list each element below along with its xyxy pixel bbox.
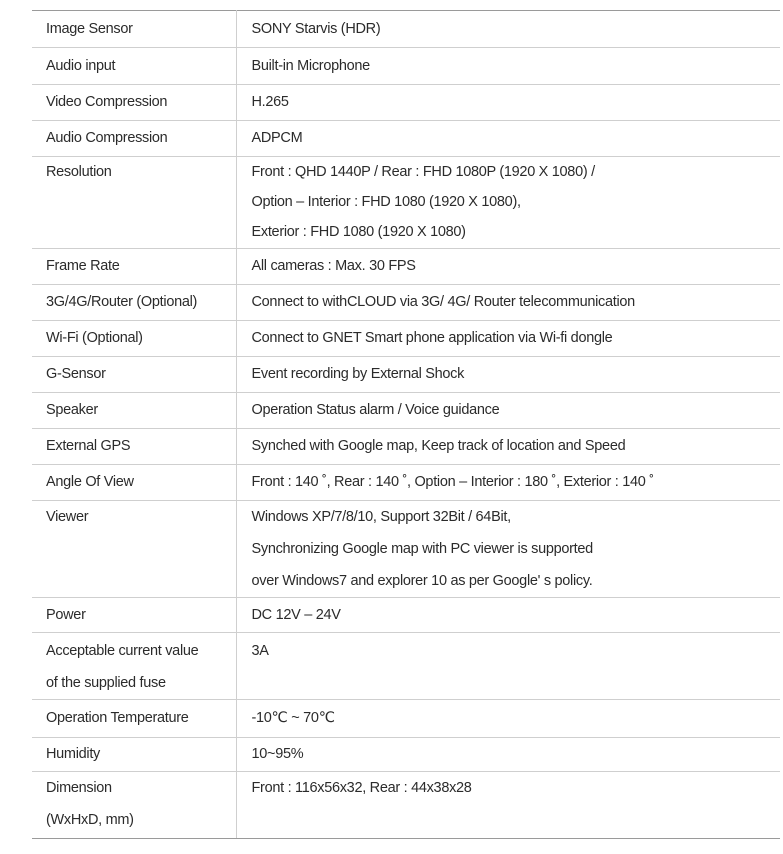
spec-label [32,501,236,598]
spec-row [32,429,780,465]
spec-label [32,429,236,465]
spec-value [236,598,780,633]
spec-label [32,249,236,285]
spec-value-line: DC 12V – 24V [251,607,341,623]
spec-label [32,772,236,839]
spec-value-line: Front : QHD 1440P / Rear : FHD 1080P (1920 X 1080) / [251,164,595,180]
spec-label [32,11,236,48]
spec-label-line: Frame Rate [46,258,120,274]
spec-value-line: 10~95% [251,746,304,762]
spec-label-line: Operation Temperature [46,710,189,726]
spec-label [32,700,236,738]
spec-value-line: SONY Starvis (HDR) [251,21,381,37]
spec-row [32,321,780,357]
spec-label-line: Acceptable current value [46,643,199,659]
spec-value-line: over Windows7 and explorer 10 as per Google' s policy. [251,573,593,589]
spec-value-line: H.265 [251,94,289,110]
spec-row [32,11,780,48]
spec-value-line: Windows XP/7/8/10, Support 32Bit / 64Bit, [251,509,511,525]
spec-label-line: G-Sensor [46,366,106,382]
spec-row [32,633,780,700]
spec-table-body [32,11,780,839]
spec-label-line: Wi-Fi (Optional) [46,330,143,346]
spec-value [236,11,780,48]
spec-label-line: Power [46,607,86,623]
spec-label-line: Dimension [46,780,112,796]
spec-label-line: (WxHxD, mm) [46,812,134,828]
spec-value-line: Front : 140 ˚, Rear : 140 ˚, Option – Interior : 180 ˚, Exterior : 140 ˚ [251,474,654,490]
spec-row [32,465,780,501]
spec-value-line: ADPCM [251,130,303,146]
spec-value [236,738,780,772]
spec-row [32,48,780,85]
spec-value [236,772,780,839]
spec-label-line: of the supplied fuse [46,675,166,691]
spec-row [32,501,780,598]
spec-value [236,321,780,357]
spec-value [236,249,780,285]
spec-row [32,121,780,157]
spec-label-line: Resolution [46,164,112,180]
spec-value-line: Event recording by External Shock [251,366,465,382]
spec-label [32,393,236,429]
spec-label [32,157,236,249]
spec-label [32,598,236,633]
spec-label-line: Audio input [46,58,116,74]
spec-value [236,357,780,393]
spec-value [236,700,780,738]
spec-value [236,157,780,249]
spec-value [236,393,780,429]
spec-label [32,121,236,157]
spec-row [32,285,780,321]
spec-label [32,48,236,85]
spec-value [236,48,780,85]
spec-value [236,121,780,157]
spec-label-line: Speaker [46,402,98,418]
spec-value-line: Synchronizing Google map with PC viewer is supported [251,541,593,557]
spec-label [32,633,236,700]
spec-value [236,85,780,121]
spec-value-line: Connect to GNET Smart phone application via Wi-fi dongle [251,330,613,346]
spec-table [32,10,780,839]
spec-value [236,285,780,321]
spec-label-line: Image Sensor [46,21,133,37]
spec-row [32,598,780,633]
spec-label-line: Video Compression [46,94,168,110]
spec-row [32,249,780,285]
spec-value-line: Operation Status alarm / Voice guidance [251,402,500,418]
spec-label [32,738,236,772]
spec-row [32,772,780,839]
spec-value-line: Connect to withCLOUD via 3G/ 4G/ Router telecommunication [251,294,635,310]
spec-value [236,465,780,501]
spec-row [32,393,780,429]
spec-label [32,465,236,501]
spec-row [32,157,780,249]
spec-row [32,700,780,738]
spec-label-line: Audio Compression [46,130,168,146]
spec-label [32,85,236,121]
spec-label-line: Viewer [46,509,89,525]
spec-value-line: Synched with Google map, Keep track of location and Speed [251,438,626,454]
spec-value-line: Built-in Microphone [251,58,370,74]
spec-value-line: Exterior : FHD 1080 (1920 X 1080) [251,224,466,240]
spec-value-line: -10℃ ~ 70℃ [251,710,335,726]
spec-value-line: All cameras : Max. 30 FPS [251,258,416,274]
spec-row [32,85,780,121]
spec-value [236,429,780,465]
spec-label [32,285,236,321]
spec-value [236,633,780,700]
spec-label-line: 3G/4G/Router (Optional) [46,294,198,310]
spec-row [32,357,780,393]
spec-value-line: 3A [251,643,269,659]
spec-row [32,738,780,772]
spec-value-line: Front : 116x56x32, Rear : 44x38x28 [251,780,472,796]
spec-label-line: Angle Of View [46,474,134,490]
spec-value-line: Option – Interior : FHD 1080 (1920 X 1080), [251,194,521,210]
spec-label-line: External GPS [46,438,131,454]
spec-label-line: Humidity [46,746,100,762]
spec-label [32,321,236,357]
spec-label [32,357,236,393]
spec-value [236,501,780,598]
